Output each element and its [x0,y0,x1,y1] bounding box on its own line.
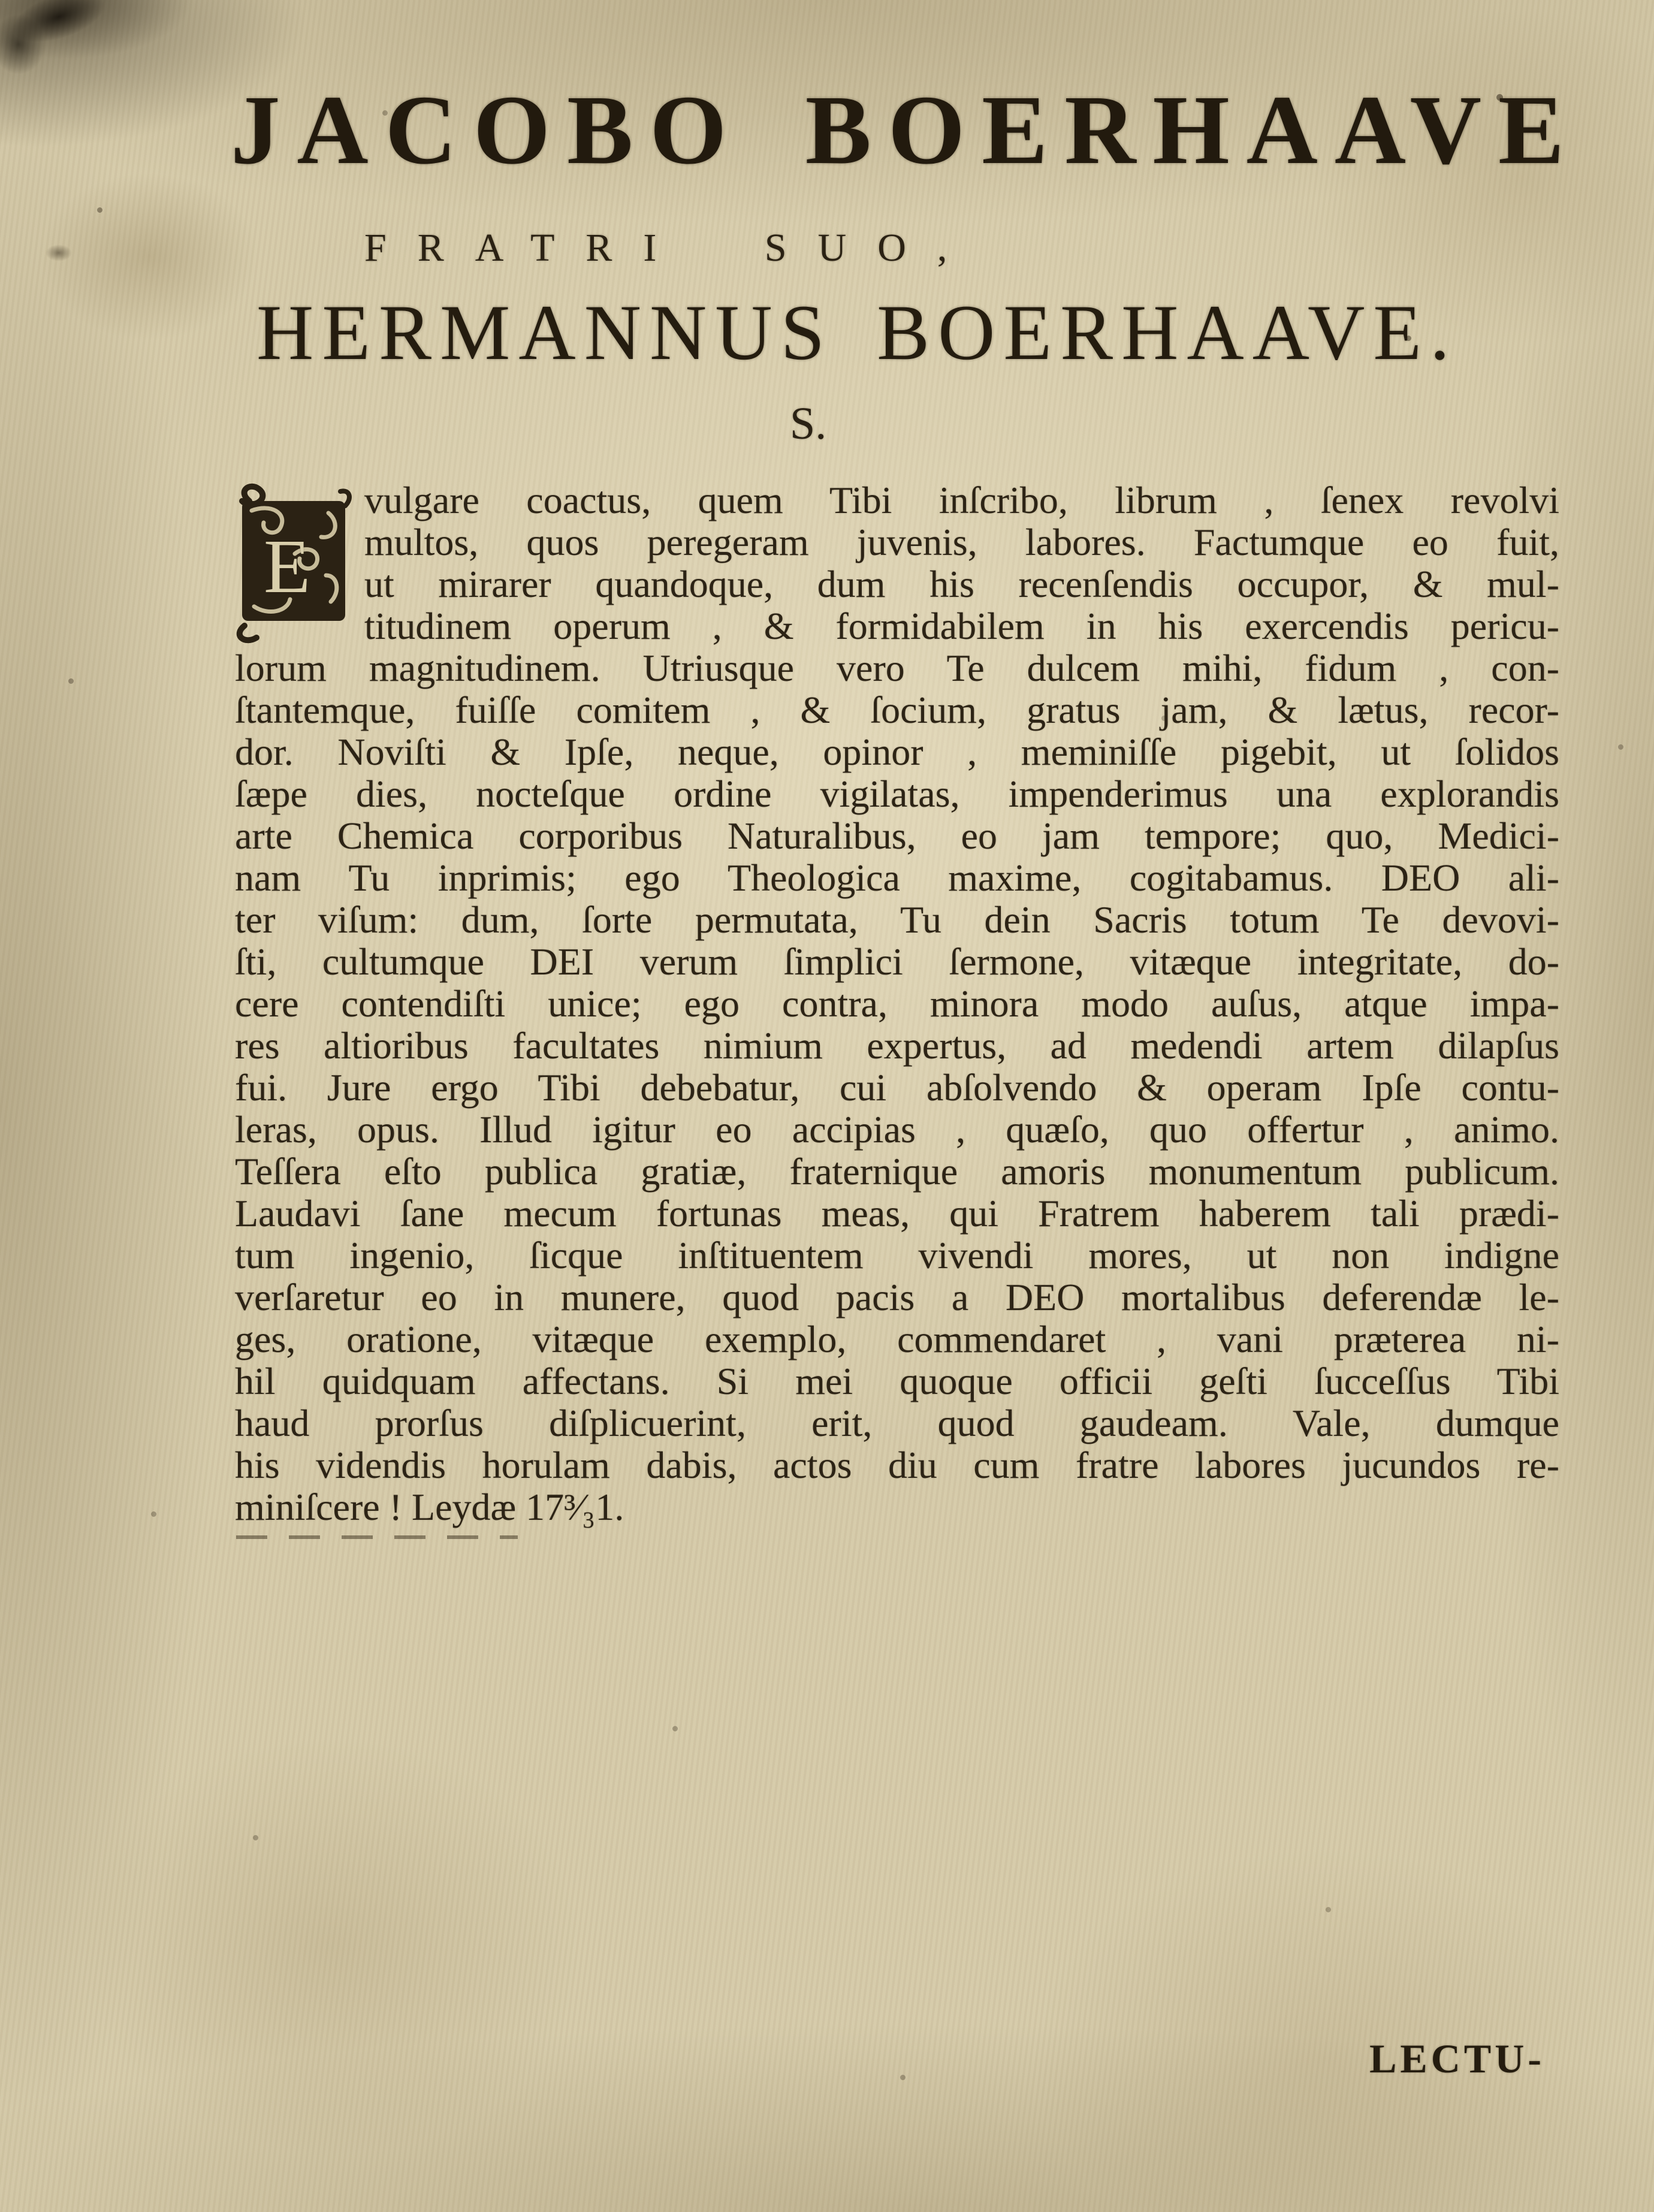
text-line: arte Chemica corporibus Naturalibus, eo jam tempore; quo, Medici- [235,814,1559,857]
text-line: Laudavi ſane mecum fortunas meas, qui Fratrem haberem tali prædi- [235,1192,1559,1235]
text-line: his videndis horulam dabis, actos diu cum fratre labores jucundos re- [235,1444,1559,1486]
margin-stain [46,245,72,261]
corner-smudge-2 [0,14,46,74]
text-line: verſaretur eo in munere, quod pacis a DEO mortalibus deferendæ le- [235,1276,1559,1318]
text-line: fui. Jure ergo Tibi debebatur, cui abſolvendo & operam Ipſe contu- [235,1066,1559,1109]
text-line: nam Tu inprimis; ego Theologica maxime, cogitabamus. DEO ali- [235,856,1559,899]
text-line: Teſſera eſto publica gratiæ, fraternique amoris monumentum publicum. [235,1150,1559,1193]
text-line: ges, oratione, vitæque exemplo, commendaret , vani præterea ni- [235,1318,1559,1360]
text-line: res altioribus facultates nimium expertus, ad medendi artem dilapſus [235,1024,1559,1067]
text-line: cere contendiſti unice; ego contra, minora modo auſus, atque impa- [235,982,1559,1025]
text-line: haud prorſus diſplicuerint, erit, quod gaudeam. Vale, dumque [235,1402,1559,1444]
text-line: ſtantemque, fuiſſe comitem , & ſocium, gratus jam, & lætus, recor- [235,689,1559,731]
dedication-text [235,479,1559,1528]
author-name: HERMANNUS BOERHAAVE. [256,288,1459,376]
text-line: ſæpe dies, nocteſque ordine vigilatas, impenderimus una explorandis [235,772,1559,815]
catchword: LECTU- [1369,2036,1545,2081]
salutation: S. [790,399,827,449]
drop-cap-letter: E [264,524,311,609]
paper-specks [0,0,3,3]
text-line: ter viſum: dum, ſorte permutata, Tu dein Sacris totum Te devovi- [235,898,1559,941]
ornamental-initial [235,482,352,645]
text-line: leras, opus. Illud igitur eo accipias , quæſo, quo offertur , animo. [235,1108,1559,1151]
text-line: hil quidquam affectans. Si mei quoque officii geſti ſucceſſus Tibi [235,1360,1559,1402]
dedication-line: FRATRI SUO, [364,226,979,270]
text-line: ut mirarer quandoque, dum his recenſendis occupor, & mul- [364,563,1559,605]
text-line: tum ingenio, ſicque inſtituentem vivendi mores, ut non indigne [235,1234,1559,1276]
text-line: vulgare coactus, quem Tibi inſcribo, librum , ſenex revolvi [364,479,1559,521]
text-line: ſti, cultumque DEI verum ſimplici ſermone, vitæque integritate, do- [235,940,1559,983]
text-line: multos, quos peregeram juvenis, labores. Factumque eo fuit, [364,521,1559,563]
text-line: titudinem operum , & formidabilem in his exercendis pericu- [364,605,1559,647]
hand-dash-marks [236,1535,518,1539]
text-line: miniſcere ! Leydæ 17³⁄₃1. [235,1486,624,1528]
text-line: lorum magnitudinem. Utriusque vero Te dulcem mihi, fidum , con- [235,647,1559,689]
text-line: dor. Noviſti & Ipſe, neque, opinor , meminiſſe pigebit, ut ſolidos [235,731,1559,773]
page-title: JACOBO BOERHAAVE [231,75,1581,185]
